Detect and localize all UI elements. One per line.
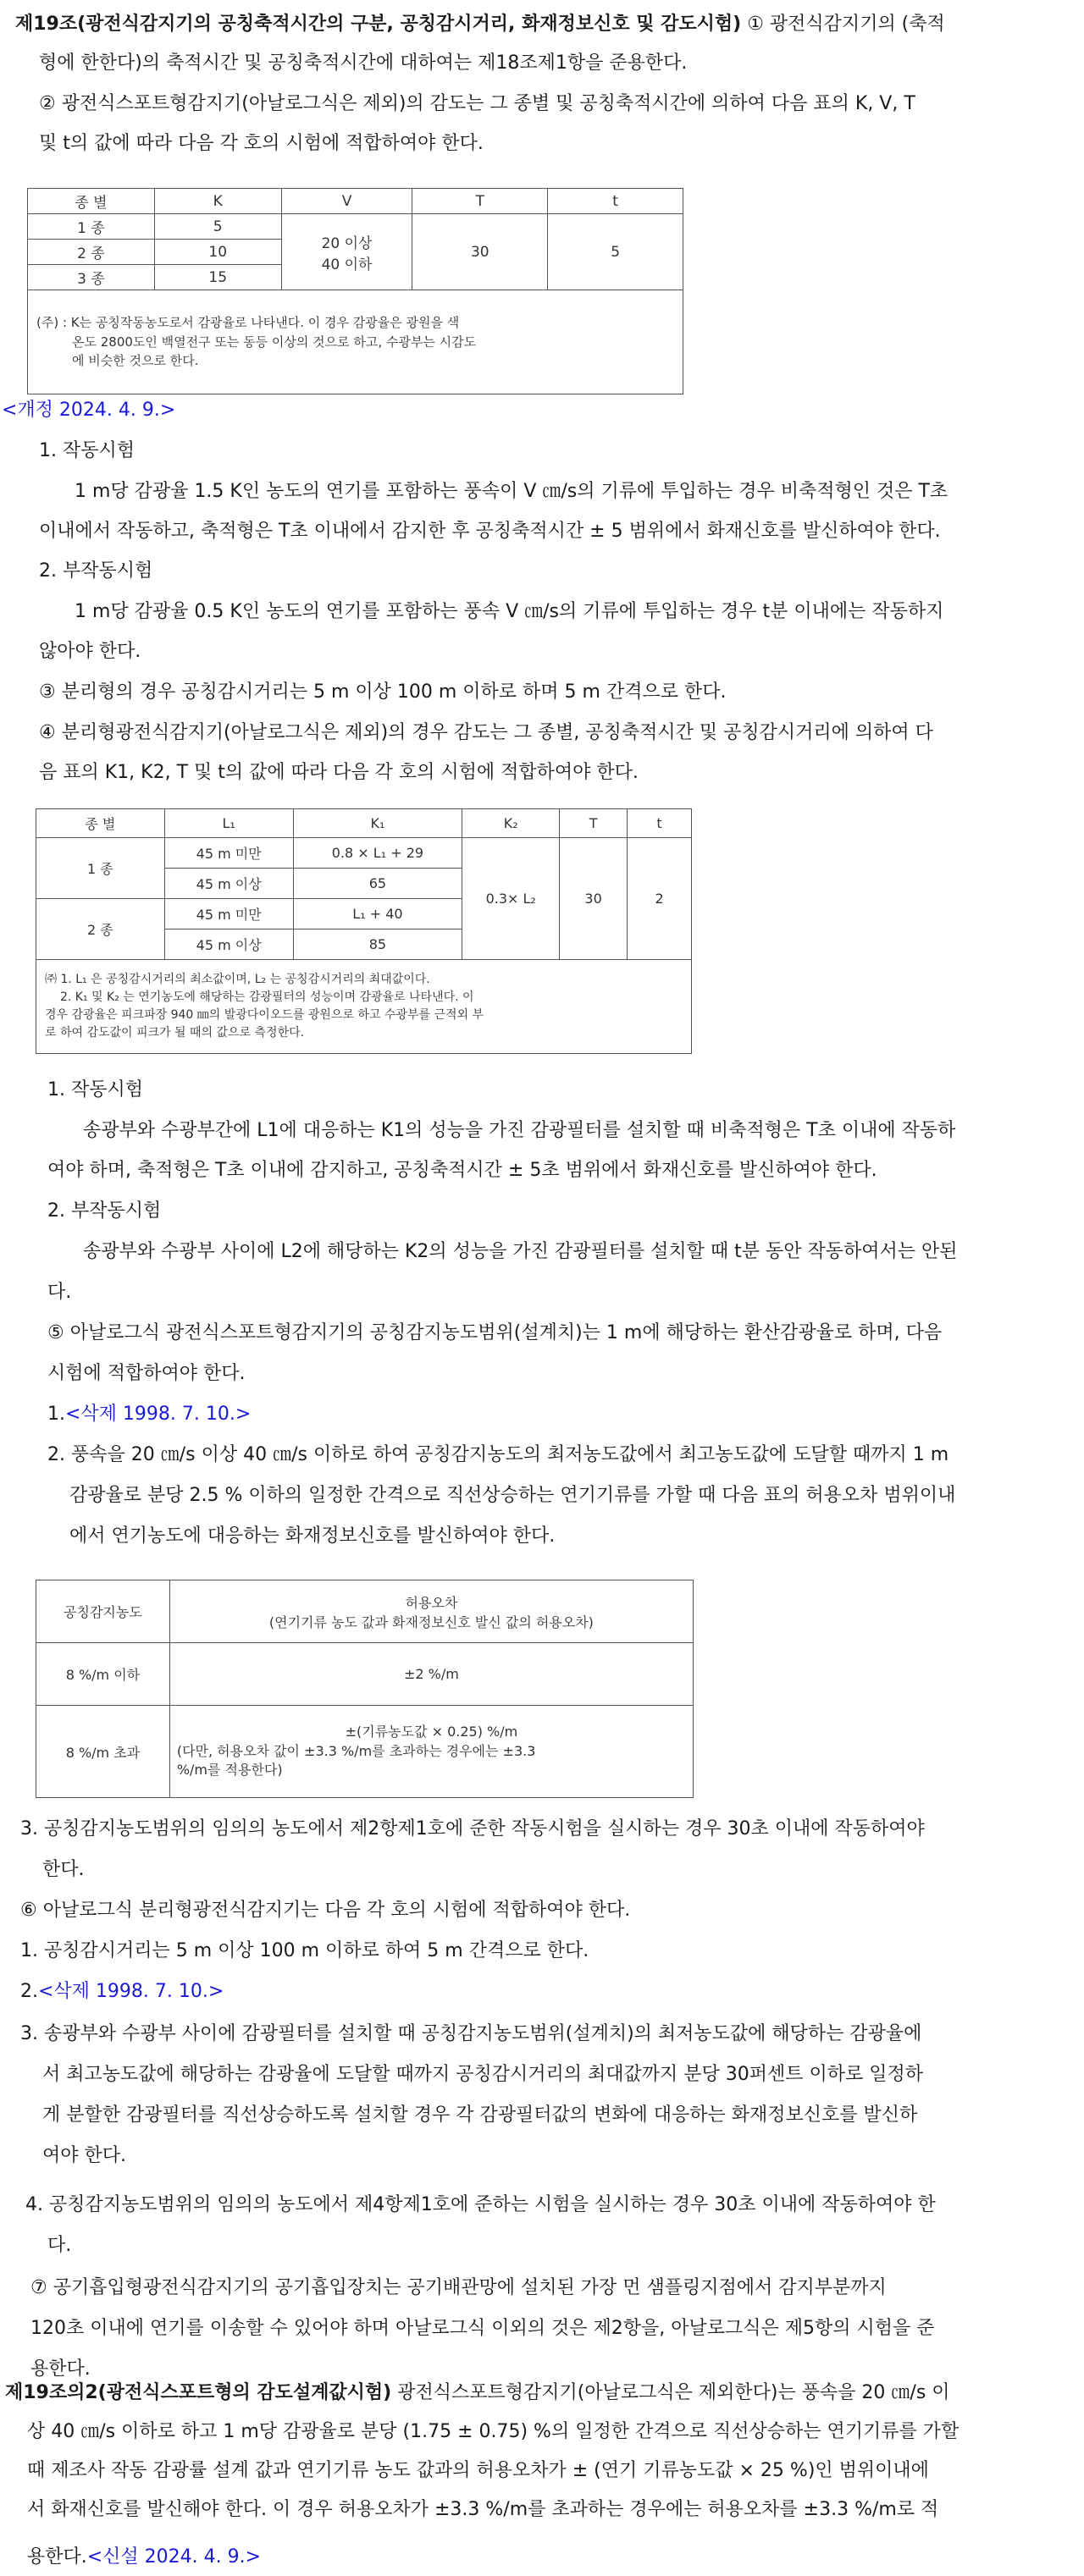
note-line: 경우 감광율은 피크파장 940 ㎚의 발광다이오드를 광원으로 하고 수광부를 근적외 부 xyxy=(45,1008,484,1022)
article-19-2-heading xyxy=(5,2382,950,2404)
table-cell: 5 xyxy=(154,214,281,240)
amendment-link[interactable]: <신설 2024. 4. 9.> xyxy=(86,2546,262,2568)
article-body-line: 상 40 ㎝/s 이하로 하고 1 m당 감광율로 분당 (1.75 ± 0.75) %의 일정한 간격으로 직선상승하는 연기기류를 가할 xyxy=(27,2421,960,2442)
table-header: K xyxy=(154,189,281,214)
table-cell: 65 xyxy=(293,869,462,899)
table-header: t xyxy=(548,189,683,214)
paragraph-1-line: 형에 한한다)의 축적시간 및 공칭축적시간에 대하여는 제18조제1항을 준용한다. xyxy=(39,52,688,74)
table-cell: 8 %/m 이하 xyxy=(36,1643,170,1706)
article-body-text: 용한다. xyxy=(27,2546,87,2568)
item-title: 2. 부작동시험 xyxy=(39,560,153,582)
article-body-line: 때 제조사 작동 감광률 설계 값과 연기기류 농도 값과의 허용오차가 ± (연기 기류농도값 × 25 %)인 범위이내에 xyxy=(27,2460,929,2481)
table-cell: 85 xyxy=(293,929,462,960)
cell-line: %/m를 적용한다) xyxy=(176,1762,283,1779)
item-body: 3. 송광부와 수광부 사이에 감광필터를 설치할 때 공칭감지농도범위(설계치)의 최저농도값에 해당하는 감광율에 xyxy=(20,2023,922,2044)
table-header: V xyxy=(281,189,412,214)
item-body: 서 최고농도값에 해당하는 감광율에 도달할 때까지 공칭감시거리의 최대값까지 분당 30퍼센트 이하로 일정하 xyxy=(42,2064,924,2085)
article-body-line: 서 화재신호를 발신해야 한다. 이 경우 허용오차가 ±3.3 %/m를 초과하는 경우에는 허용오차를 ±3.3 %/m로 적 xyxy=(27,2499,939,2520)
paragraph-6: ⑥ 아날로그식 분리형광전식감지기는 다음 각 호의 시험에 적합하여야 한다. xyxy=(20,1900,631,1921)
table-cell: 45 m 이상 xyxy=(164,869,293,899)
item-body: 이내에서 작동하고, 축적형은 T초 이내에서 감지한 후 공칭축적시간 ± 5 범위에서 화재신호를 발신하여야 한다. xyxy=(39,521,941,542)
note-line: ㈜ 1. L₁ 은 공칭감시거리의 최소값이며, L₂ 는 공칭감시거리의 최대값이다. xyxy=(45,973,430,986)
table-cell: 8 %/m 초과 xyxy=(36,1706,170,1798)
v-range-max: 40 이하 xyxy=(321,256,373,273)
paragraph-7-line: ⑦ 공기흡입형광전식감지기의 공기흡입장치는 공기배관망에 설치된 가장 먼 샘플링지점에서 감지부분까지 xyxy=(30,2277,887,2298)
table-header: K₁ xyxy=(293,809,462,838)
deleted-item xyxy=(47,1404,251,1426)
item-body: 감광율로 분당 2.5 % 이하의 일정한 간격으로 직선상승하는 연기기류를 가할 때 다음 표의 허용오차 범위이내 xyxy=(69,1485,956,1506)
table-header: T xyxy=(412,189,548,214)
item-body: 에서 연기농도에 대응하는 화재정보신호를 발신하여야 한다. xyxy=(69,1525,556,1547)
table-cell: 45 m 미만 xyxy=(164,899,293,929)
table-cell: 5 xyxy=(548,214,683,290)
item-body: 송광부와 수광부 사이에 L2에 해당하는 K2의 성능을 가진 감광필터를 설치할 때 t분 동안 작동하여서는 안된 xyxy=(83,1241,958,1262)
table-header: L₁ xyxy=(164,809,293,838)
cell-line: (다만, 허용오차 값이 ±3.3 %/m를 초과하는 경우에는 ±3.3 xyxy=(176,1742,536,1759)
article-19-title: 제19조(광전식감지기의 공칭축적시간의 구분, 공칭감시거리, 화재정보신호 및 감도시험) xyxy=(15,14,742,35)
item-body: 다. xyxy=(47,2235,72,2256)
article-19-2-title: 제19조의2(광전식스포트형의 감도설계값시험) xyxy=(5,2382,392,2403)
paragraph-3: ③ 분리형의 경우 공칭감시거리는 5 m 이상 100 m 이하로 하며 5 m 간격으로 한다. xyxy=(39,681,727,703)
note-line: 에 비슷한 것으로 한다. xyxy=(72,353,199,369)
paragraph-7-line: 120초 이내에 연기를 이송할 수 있어야 하며 아날로그식 이외의 것은 제2항을, 아날로그식은 제5항의 시험을 준 xyxy=(30,2318,935,2339)
paragraph-2-line: ② 광전식스포트형감지기(아날로그식은 제외)의 감도는 그 종별 및 공칭축적시간에 의하여 다음 표의 K, V, T xyxy=(39,93,915,114)
paragraph-4-line: ④ 분리형광전식감지기(아날로그식은 제외)의 경우 감도는 그 종별, 공칭축적시간 및 공칭감시거리에 의하여 다 xyxy=(39,722,933,743)
paragraph-7-line: 용한다. xyxy=(30,2358,91,2380)
table-cell: 15 xyxy=(154,265,281,290)
table-cell xyxy=(169,1706,693,1798)
deletion-note-link[interactable]: <삭제 1998. 7. 10.> xyxy=(38,1981,224,2002)
table-cell: L₁ + 40 xyxy=(293,899,462,929)
table-header: T xyxy=(560,809,628,838)
table-note xyxy=(28,290,683,394)
table-cell: 1 종 xyxy=(36,838,165,899)
table-cell: 1 종 xyxy=(28,214,155,240)
item-title: 1. 작동시험 xyxy=(39,440,135,461)
table-cell: 3 종 xyxy=(28,265,155,290)
item-number: 2. xyxy=(20,1981,38,2002)
table-header: t xyxy=(628,809,692,838)
item-body: 다. xyxy=(47,1282,72,1303)
sensitivity-table-1 xyxy=(27,188,683,394)
item-body: 4. 공칭감지농도범위의 임의의 농도에서 제4항제1호에 준하는 시험을 실시하는 경우 30초 이내에 작동하여야 한 xyxy=(25,2194,936,2215)
item-body: 1 m당 감광율 0.5 K인 농도의 연기를 포함하는 풍속 V ㎝/s의 기류에 투입하는 경우 t분 이내에는 작동하지 xyxy=(75,601,944,622)
table-cell: 10 xyxy=(154,240,281,265)
table-cell: 45 m 미만 xyxy=(164,838,293,869)
item-body: 1. 공칭감시거리는 5 m 이상 100 m 이하로 하여 5 m 간격으로 한다. xyxy=(20,1940,589,1961)
table-header: K₂ xyxy=(462,809,560,838)
item-body: 송광부와 수광부간에 L1에 대응하는 K1의 성능을 가진 감광필터를 설치할 때 비축적형은 T초 이내에 작동하 xyxy=(83,1120,956,1141)
note-line: 2. K₁ 및 K₂ 는 연기농도에 해당하는 감광필터의 성능이며 감광율로 나타낸다. 이 xyxy=(60,990,474,1004)
item-body: 3. 공칭감지농도범위의 임의의 농도에서 제2항제1호에 준한 작동시험을 실시하는 경우 30초 이내에 작동하여야 xyxy=(20,1818,925,1840)
header-line: 허용오차 xyxy=(405,1594,458,1611)
article-19-2-text: 광전식스포트형감지기(아날로그식은 제외한다)는 풍속을 20 ㎝/s 이 xyxy=(391,2382,950,2403)
table-cell: 0.3× L₂ xyxy=(462,838,560,960)
item-body: 여야 하며, 축적형은 T초 이내에 감지하고, 공칭축적시간 ± 5초 범위에서 화재신호를 발신하여야 한다. xyxy=(47,1160,877,1181)
table-note xyxy=(36,960,692,1054)
deleted-item xyxy=(20,1981,224,2003)
table-header: 공칭감지농도 xyxy=(36,1580,170,1643)
table-cell: ±2 %/m xyxy=(169,1643,693,1706)
note-line: (주) : K는 공칭작동농도로서 감광율로 나타낸다. 이 경우 감광율은 광원을 색 xyxy=(36,315,460,331)
table-cell: 2 종 xyxy=(28,240,155,265)
note-line: 온도 2800도인 백열전구 또는 동등 이상의 것으로 하고, 수광부는 시감도 xyxy=(72,334,477,350)
item-title: 1. 작동시험 xyxy=(47,1079,143,1100)
v-range-cell xyxy=(281,214,412,290)
article-body-last xyxy=(27,2546,261,2568)
deletion-note-link[interactable]: <삭제 1998. 7. 10.> xyxy=(65,1404,252,1425)
v-range-min: 20 이상 xyxy=(321,234,373,252)
item-body: 1 m당 감광율 1.5 K인 농도의 연기를 포함하는 풍속이 V ㎝/s의 기류에 투입하는 경우 비축적형인 것은 T초 xyxy=(75,481,948,502)
table-cell: 45 m 이상 xyxy=(164,929,293,960)
item-body: 게 분할한 감광필터를 직선상승하도록 설치할 경우 각 감광필터값의 변화에 대응하는 화재정보신호를 발신하 xyxy=(42,2104,918,2126)
amendment-link[interactable]: <개정 2024. 4. 9.> xyxy=(2,400,176,421)
item-body: 않아야 한다. xyxy=(39,641,141,662)
tolerance-table xyxy=(36,1580,694,1798)
paragraph-4-line: 음 표의 K1, K2, T 및 t의 값에 따라 다음 각 호의 시험에 적합하여야 한다. xyxy=(39,762,639,783)
table-cell: 2 xyxy=(628,838,692,960)
item-number: 1. xyxy=(47,1404,65,1425)
cell-line: ±(기류농도값 × 0.25) %/m xyxy=(345,1724,518,1740)
note-line: 로 하여 감도값이 피크가 될 때의 값으로 측정한다. xyxy=(45,1026,305,1040)
paragraph-1-start: ① 광전식감지기의 (축적 xyxy=(741,14,945,35)
header-line: (연기기류 농도 값과 화재정보신호 발신 값의 허용오차) xyxy=(268,1613,594,1630)
article-19-heading xyxy=(15,14,945,36)
table-header xyxy=(169,1580,693,1643)
paragraph-2-line: 및 t의 값에 따라 다음 각 호의 시험에 적합하여야 한다. xyxy=(39,133,484,154)
sensitivity-table-2 xyxy=(36,808,692,1054)
table-header: 종 별 xyxy=(36,809,165,838)
item-body: 여야 한다. xyxy=(42,2145,126,2166)
table-header: 종 별 xyxy=(28,189,155,214)
table-cell: 2 종 xyxy=(36,899,165,960)
table-cell: 30 xyxy=(560,838,628,960)
table-cell: 0.8 × L₁ + 29 xyxy=(293,838,462,869)
table-cell: 30 xyxy=(412,214,548,290)
paragraph-5-line: 시험에 적합하여야 한다. xyxy=(47,1363,246,1384)
item-title: 2. 부작동시험 xyxy=(47,1200,162,1222)
item-body: 2. 풍속을 20 ㎝/s 이상 40 ㎝/s 이하로 하여 공칭감지농도의 최저농도값에서 최고농도값에 도달할 때까지 1 m xyxy=(47,1444,949,1465)
item-body: 한다. xyxy=(42,1859,85,1880)
paragraph-5-line: ⑤ 아날로그식 광전식스포트형감지기의 공칭감지농도범위(설계치)는 1 m에 해당하는 환산감광율로 하며, 다음 xyxy=(47,1322,943,1343)
